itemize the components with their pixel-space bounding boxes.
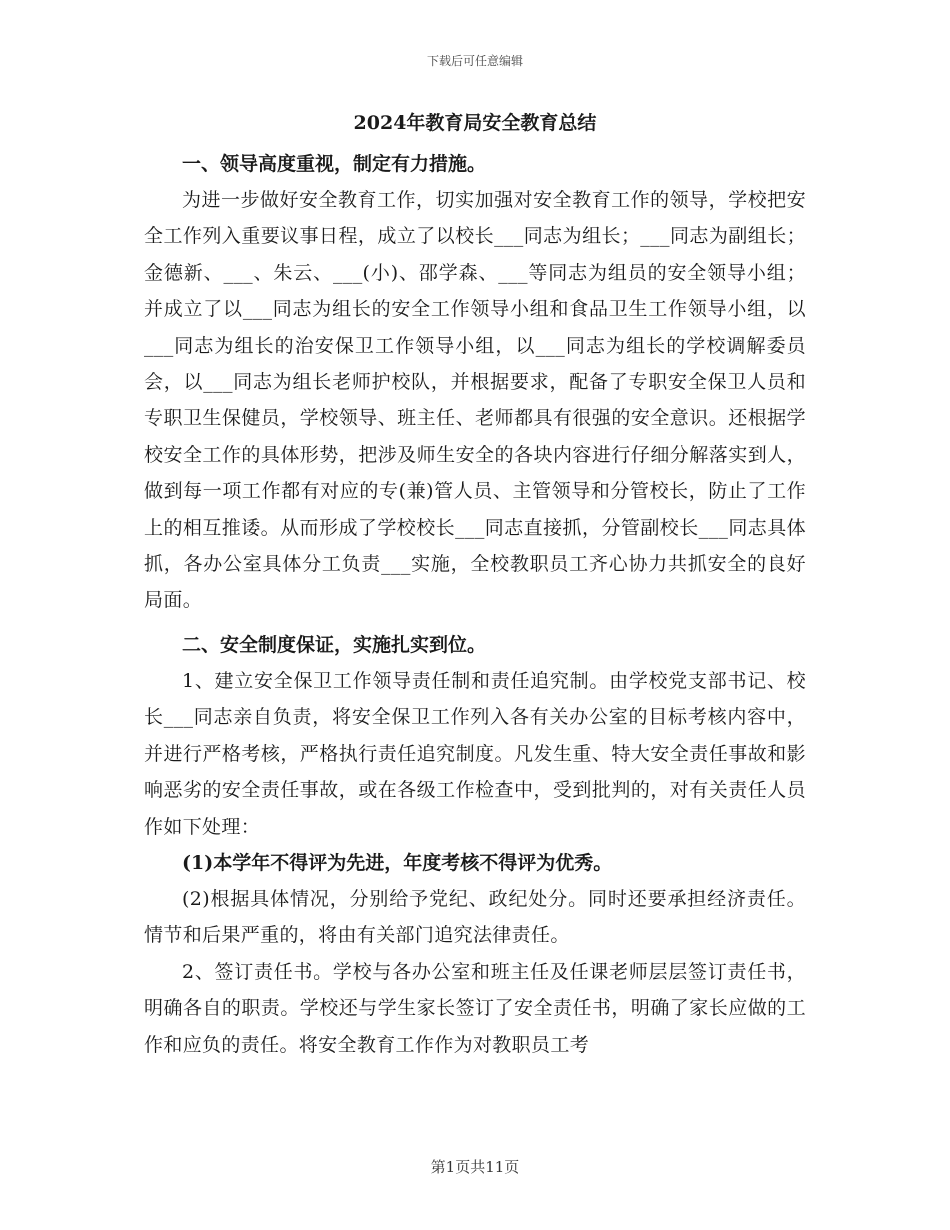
page-footer-number: 第1页共11页 xyxy=(430,1158,520,1176)
document-body xyxy=(144,110,806,1063)
section-2-heading: 二、安全制度保证，实施扎实到位。 xyxy=(182,633,487,656)
section-2-sub-item-2: (2)根据具体情况，分别给予党纪、政纪处分。同时还要承担经济责任。情节和后果严重的，将由有关部门追究法律责任。 xyxy=(144,887,806,947)
section-1-paragraph: 为进一步做好安全教育工作，切实加强对安全教育工作的领导，学校把安全工作列入重要议事日程，成立了以校长___同志为组长；___同志为副组长；金德新、___、朱云、___(小)、邵学森、___等同志为组员的安全领导小组；并成立了以___同志为组长的安全工作领导小组和食品卫生工作领导小组，以___同志为组长的治安保卫工作领导小组，以___同志为组长的学校调解委员会，以___同志为组长老师护校队，并根据要求，配备了专职安全保卫人员和专职卫生保健员，学校领导、班主任、老师都具有很强的安全意识。还根据学校安全工作的具体形势，把涉及师生安全的各块内容进行仔细分解落实到人，做到每一项工作都有对应的专(兼)管人员、主管领导和分管校长，防止了工作上的相互推诿。从而形成了学校校长___同志直接抓，分管副校长___同志具体抓，各办公室具体分工负责___实施，全校教职员工齐心协力共抓安全的良好局面。 xyxy=(144,189,806,612)
section-2-item-2: 2、签订责任书。学校与各办公室和班主任及任课老师层层签订责任书，明确各自的职责。学校还与学生家长签订了安全责任书，明确了家长应做的工作和应负的责任。将安全教育工作作为对教职员工考 xyxy=(144,960,806,1056)
section-2-item-1: 1、建立安全保卫工作领导责任制和责任追究制。由学校党支部书记、校长___同志亲自负责，将安全保卫工作列入各有关办公室的目标考核内容中，并进行严格考核，严格执行责任追究制度。凡发生重、特大安全责任事故和影响恶劣的安全责任事故，或在各级工作检查中，受到批判的，对有关责任人员作如下处理： xyxy=(144,669,806,838)
section-2-sub-item-1: (1)本学年不得评为先进，年度考核不得评为优秀。 xyxy=(182,851,613,874)
section-1-heading: 一、领导高度重视，制定有力措施。 xyxy=(182,153,487,175)
document-title: 2024年教育局安全教育总结 xyxy=(353,112,597,134)
page-header-note: 下载后可任意编辑 xyxy=(426,54,523,68)
